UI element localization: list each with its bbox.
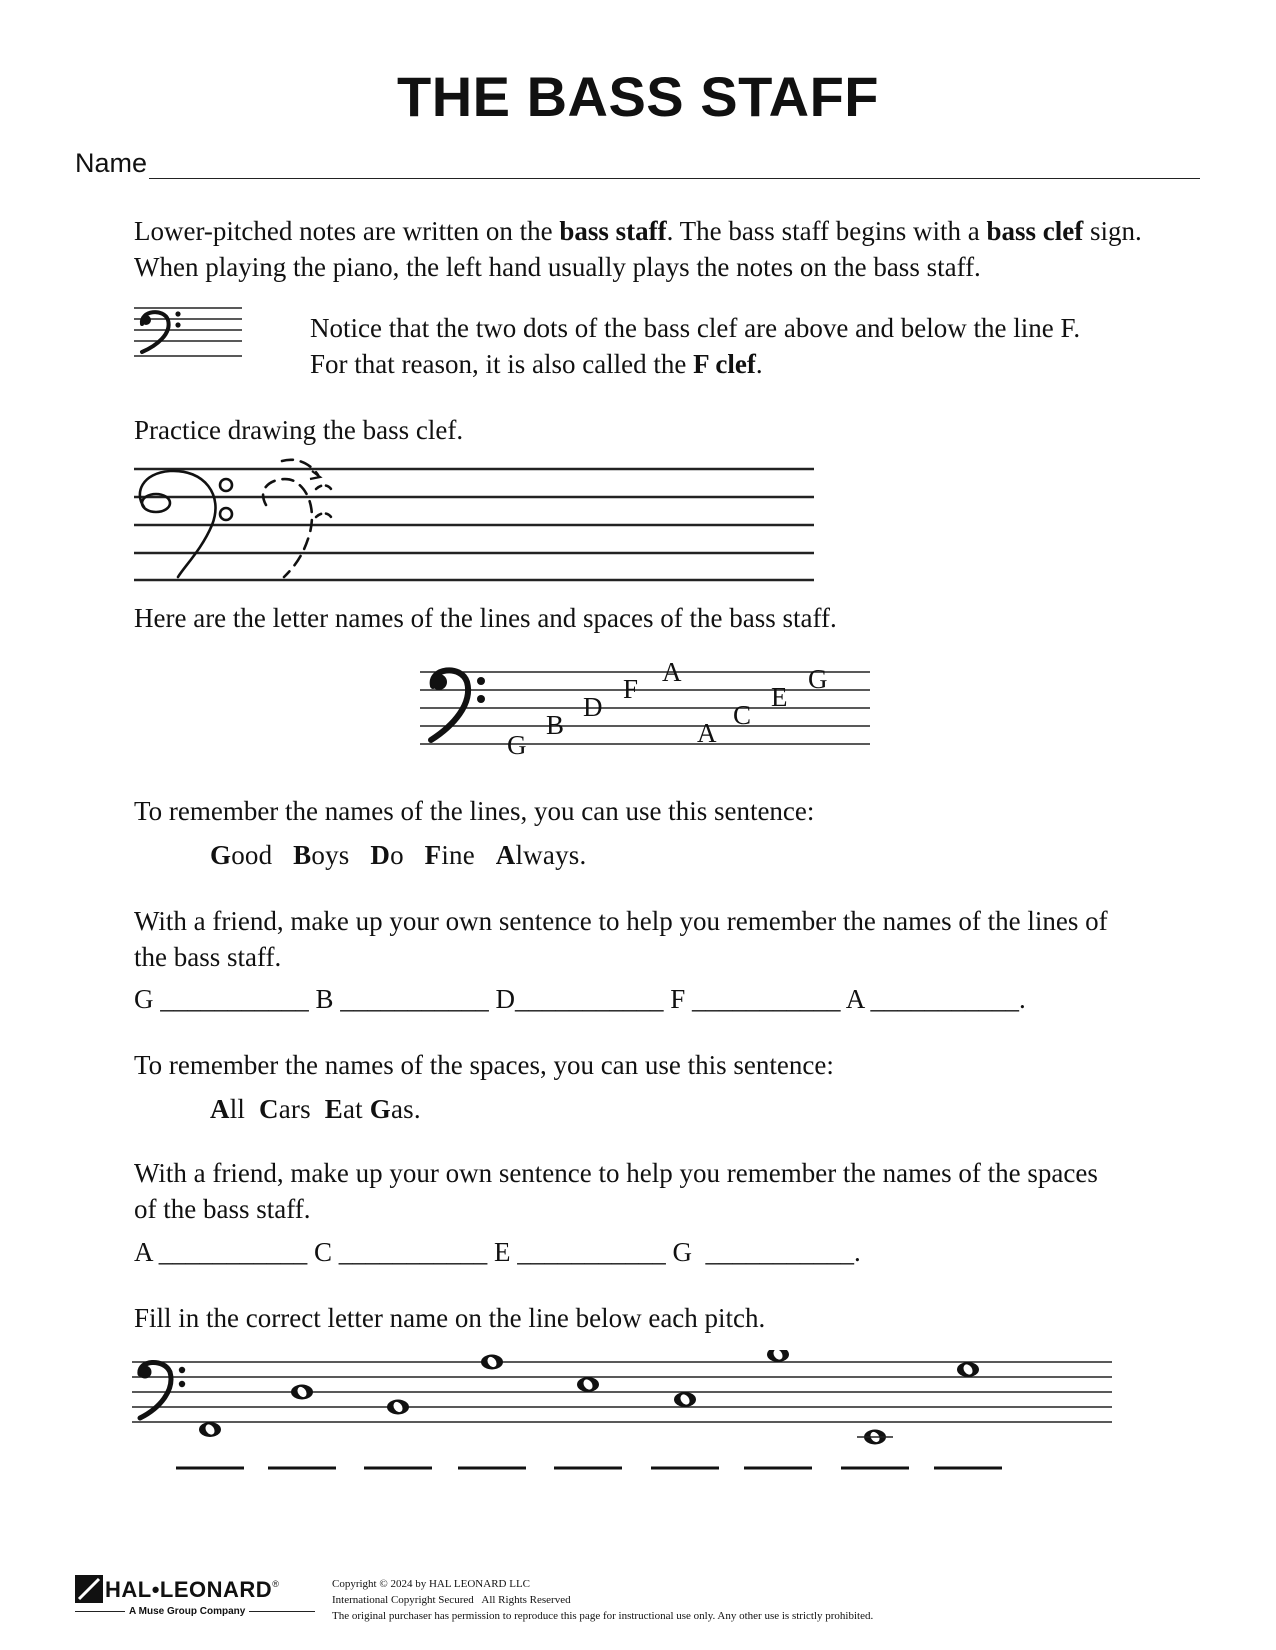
staff-letter-line-1: G xyxy=(507,730,527,760)
page-title: THE BASS STAFF xyxy=(397,65,879,128)
fill-spaces-blanks[interactable]: A ___________ C ___________ E ___________ G ___________. xyxy=(134,1237,861,1267)
whole-note xyxy=(957,1362,979,1377)
bass-clef-icon xyxy=(139,1362,186,1418)
publisher-logo: HAL•LEONARD ® A Muse Group Company xyxy=(75,1575,315,1617)
arrow-icon xyxy=(310,471,320,479)
small-bass-clef-staff xyxy=(134,300,244,364)
whole-note xyxy=(481,1355,503,1370)
staff-letter-space-4: G xyxy=(808,664,828,694)
name-label: Name xyxy=(75,148,148,178)
friend-spaces-paragraph: With a friend, make up your own sentence to help you remember the names of the spaces of the bass staff. xyxy=(134,1158,1098,1224)
spaces-sentence: All Cars Eat Gas. xyxy=(210,1094,421,1124)
fill-lines-blanks[interactable]: G ___________ B ___________ D___________ F ___________ A ___________. xyxy=(134,984,1026,1014)
logo-text: HAL•LEONARD xyxy=(105,1577,273,1602)
friend-lines-paragraph: With a friend, make up your own sentence to help you remember the names of the lines of the bass staff. xyxy=(134,906,1108,972)
bass-clef-icon xyxy=(141,311,181,352)
bass-clef-icon xyxy=(431,670,485,740)
letter-names-label: Here are the letter names of the lines and spaces of the bass staff. xyxy=(134,603,837,633)
letter-names-staff xyxy=(415,650,875,760)
hal-leonard-emblem-icon xyxy=(75,1575,103,1603)
whole-note xyxy=(577,1377,599,1392)
spaces-intro: To remember the names of the spaces, you can use this sentence: xyxy=(134,1050,834,1080)
notice-paragraph: Notice that the two dots of the bass clef are above and below the line F. For that reason, it is also called the F clef. xyxy=(310,313,1081,379)
practice-staff[interactable] xyxy=(134,455,824,585)
intro-paragraph: Lower-pitched notes are written on the bass staff. The bass staff begins with a bass clef sign. When playing the piano, the left hand usually plays the notes on the bass staff. xyxy=(134,216,1142,282)
staff-letter-space-3: E xyxy=(771,682,788,712)
staff-letter-line-2: B xyxy=(546,710,565,740)
staff-letter-line-3: D xyxy=(583,692,603,722)
whole-note xyxy=(199,1422,221,1437)
staff-letter-line-4: F xyxy=(623,674,639,704)
lines-sentence: Good Boys Do Fine Always. xyxy=(210,840,587,870)
whole-note xyxy=(387,1400,409,1415)
name-input-line[interactable] xyxy=(149,152,1200,179)
whole-note xyxy=(767,1350,789,1362)
exercise-staff xyxy=(130,1350,1120,1480)
term-f-clef: F clef xyxy=(693,349,756,379)
copyright-notice: Copyright © 2024 by HAL LEONARD LLC International Copyright Secured All Rights Reserved The original purchaser has permission to reproduce this page for instructional use only. Any other use is strictly prohibited. xyxy=(332,1578,874,1622)
staff-letter-line-5: A xyxy=(662,657,682,687)
exercise-notes xyxy=(199,1350,979,1445)
whole-note xyxy=(857,1430,893,1445)
logo-subtitle: A Muse Group Company xyxy=(129,1606,246,1617)
staff-letter-space-2: C xyxy=(733,700,752,730)
practice-label: Practice drawing the bass clef. xyxy=(134,415,464,445)
lines-intro: To remember the names of the lines, you can use this sentence: xyxy=(134,796,815,826)
whole-note xyxy=(674,1392,696,1407)
staff-letter-space-1: A xyxy=(697,718,717,748)
term-bass-clef: bass clef xyxy=(986,216,1084,246)
term-bass-staff: bass staff xyxy=(559,216,667,246)
name-field-row xyxy=(75,148,1200,179)
fill-instruction: Fill in the correct letter name on the line below each pitch. xyxy=(134,1303,766,1333)
whole-note xyxy=(291,1385,313,1400)
